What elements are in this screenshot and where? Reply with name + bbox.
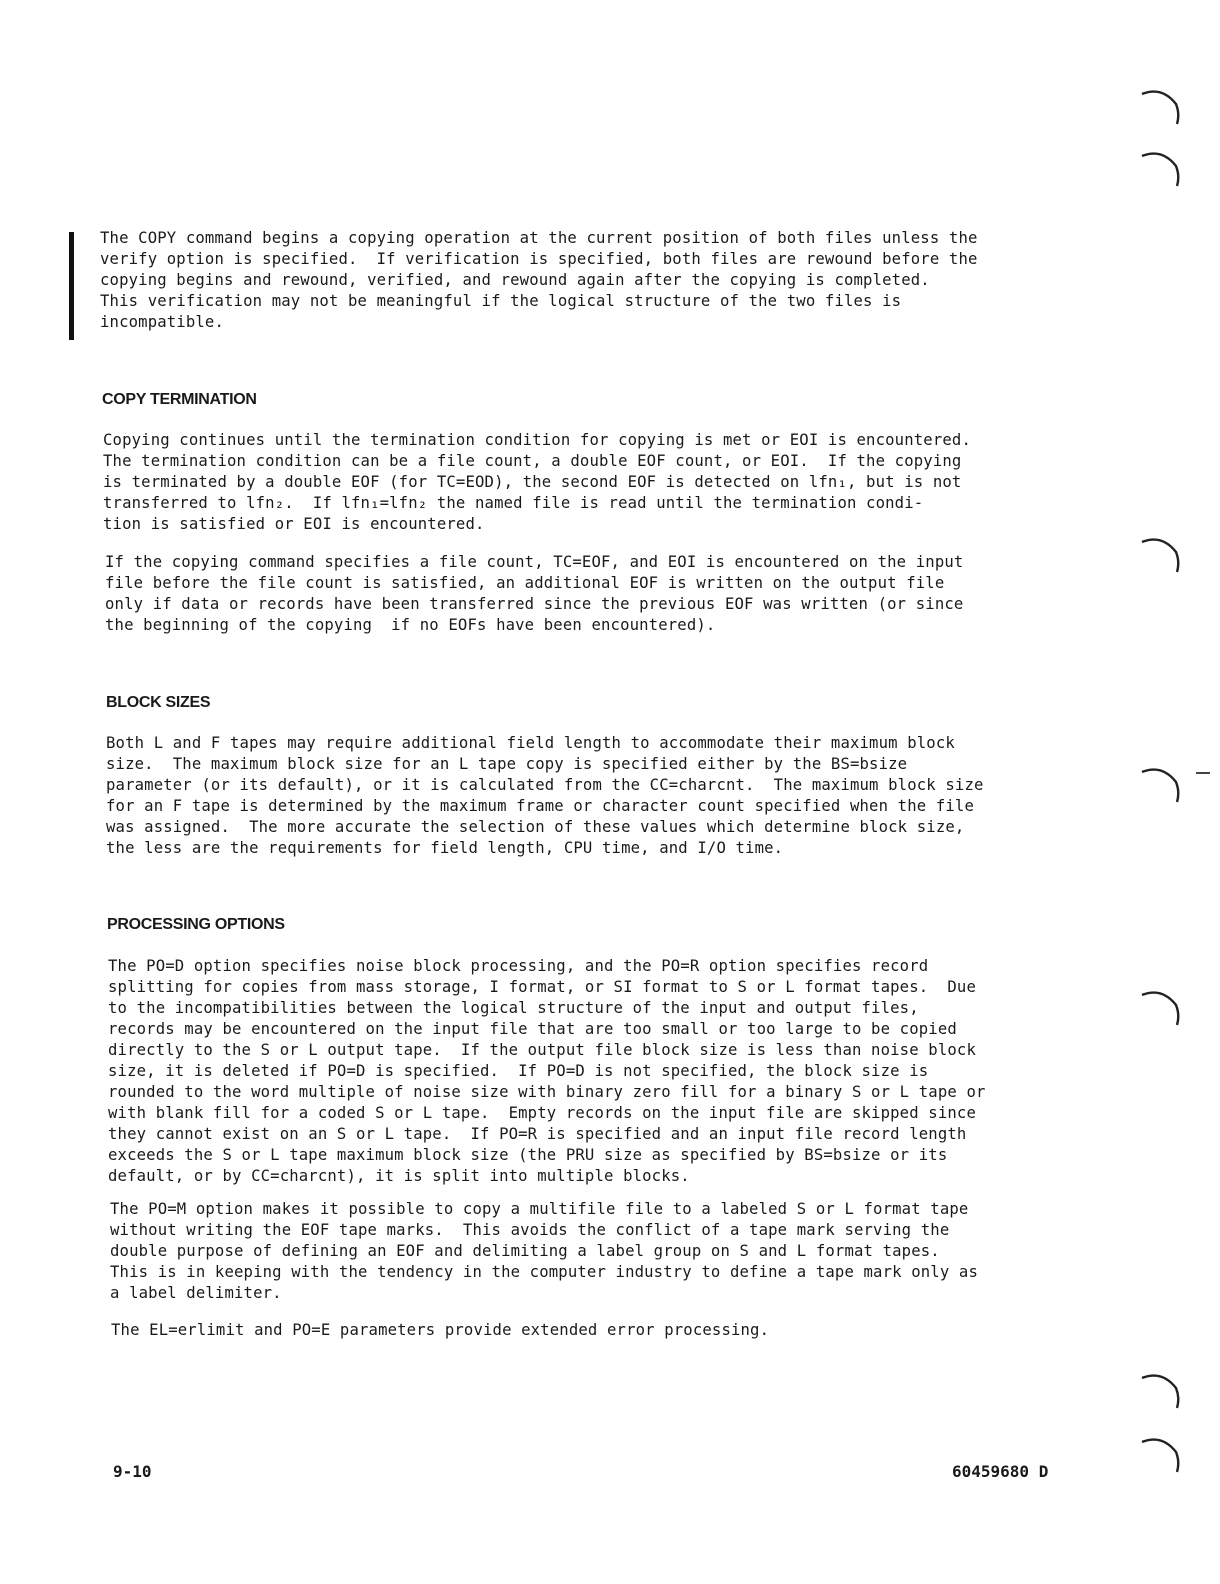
binder-hole-mark-icon bbox=[1140, 1432, 1180, 1476]
binder-hole-mark-icon bbox=[1140, 146, 1180, 190]
text-line: The PO=D option specifies noise block processing, and the PO=R option specifies record bbox=[108, 957, 929, 975]
text-line: to the incompatibilities between the logical structure of the input and output files, bbox=[108, 999, 919, 1017]
copy-termination-paragraph-1 bbox=[103, 430, 1043, 535]
text-line: This is in keeping with the tendency in the computer industry to define a tape mark only as bbox=[110, 1263, 978, 1281]
text-line: default, or by CC=charcnt), it is split into multiple blocks. bbox=[108, 1167, 690, 1185]
text-line: directly to the S or L output tape. If the output file block size is less than noise block bbox=[108, 1041, 976, 1059]
text-line: Copying continues until the termination condition for copying is met or EOI is encountered. bbox=[103, 431, 971, 449]
text-line: without writing the EOF tape marks. This avoids the conflict of a tape mark serving the bbox=[110, 1221, 950, 1239]
text-line: records may be encountered on the input file that are too small or too large to be copied bbox=[108, 1020, 957, 1038]
block-sizes-paragraph bbox=[106, 733, 1046, 859]
text-line: the beginning of the copying if no EOFs have been encountered). bbox=[105, 616, 716, 634]
copy-termination-paragraph-2 bbox=[105, 552, 1045, 636]
text-line: The COPY command begins a copying operation at the current position of both files unless the bbox=[100, 229, 978, 247]
text-line: The EL=erlimit and PO=E parameters provide extended error processing. bbox=[111, 1321, 770, 1339]
text-line: The termination condition can be a file count, a double EOF count, or EOI. If the copying bbox=[103, 452, 962, 470]
text-line: is terminated by a double EOF (for TC=EOD), the second EOF is detected on lfn₁, but is not bbox=[103, 473, 962, 491]
document-number: 60459680 D bbox=[952, 1462, 1049, 1481]
text-line: incompatible. bbox=[100, 313, 224, 331]
text-line: rounded to the word multiple of noise size with binary zero fill for a binary S or L tape or bbox=[108, 1083, 986, 1101]
text-line: size, it is deleted if PO=D is specified. If PO=D is not specified, the block size is bbox=[108, 1062, 929, 1080]
text-line: If the copying command specifies a file count, TC=EOF, and EOI is encountered on the input bbox=[105, 553, 964, 571]
text-line: copying begins and rewound, verified, and rewound again after the copying is completed. bbox=[100, 271, 930, 289]
section-heading-processing-options: PROCESSING OPTIONS bbox=[107, 916, 285, 933]
text-line: a label delimiter. bbox=[110, 1284, 282, 1302]
text-line: was assigned. The more accurate the selection of these values which determine block size, bbox=[106, 818, 965, 836]
text-line: tion is satisfied or EOI is encountered. bbox=[103, 515, 485, 533]
binder-hole-mark-icon bbox=[1140, 1368, 1180, 1412]
text-line: parameter (or its default), or it is calculated from the CC=charcnt. The maximum block size bbox=[106, 776, 984, 794]
section-heading-block-sizes: BLOCK SIZES bbox=[106, 694, 211, 711]
binder-hole-mark-icon bbox=[1140, 84, 1180, 128]
binder-hole-mark-icon bbox=[1140, 762, 1180, 806]
text-line: with blank fill for a coded S or L tape. Empty records on the input file are skipped since bbox=[108, 1104, 976, 1122]
text-line: the less are the requirements for field length, CPU time, and I/O time. bbox=[106, 839, 784, 857]
text-line: double purpose of defining an EOF and delimiting a label group on S and L format tapes. bbox=[110, 1242, 940, 1260]
intro-paragraph bbox=[100, 228, 1040, 333]
processing-options-paragraph-1 bbox=[108, 956, 1048, 1187]
binder-hole-mark-icon bbox=[1140, 532, 1180, 576]
binder-hole-mark-icon bbox=[1140, 985, 1180, 1029]
revision-change-bar bbox=[69, 232, 74, 340]
text-line: size. The maximum block size for an L tape copy is specified either by the BS=bsize bbox=[106, 755, 908, 773]
processing-options-paragraph-2 bbox=[110, 1199, 1050, 1304]
text-line: transferred to lfn₂. If lfn₁=lfn₂ the named file is read until the termination condi- bbox=[103, 494, 924, 512]
text-line: verify option is specified. If verification is specified, both files are rewound before the bbox=[100, 250, 978, 268]
text-line: The PO=M option makes it possible to copy a multifile file to a labeled S or L format tape bbox=[110, 1200, 969, 1218]
text-line: exceeds the S or L tape maximum block size (the PRU size as specified by BS=bsize or its bbox=[108, 1146, 948, 1164]
text-line: This verification may not be meaningful if the logical structure of the two files is bbox=[100, 292, 902, 310]
text-line: only if data or records have been transferred since the previous EOF was written (or since bbox=[105, 595, 964, 613]
text-line: they cannot exist on an S or L tape. If PO=R is specified and an input file record length bbox=[108, 1125, 967, 1143]
processing-options-paragraph-3 bbox=[111, 1320, 1051, 1341]
text-line: splitting for copies from mass storage, I format, or SI format to S or L format tapes. Due bbox=[108, 978, 976, 996]
text-line: for an F tape is determined by the maximum frame or character count specified when the file bbox=[106, 797, 974, 815]
margin-tick-mark bbox=[1196, 772, 1210, 774]
text-line: file before the file count is satisfied, an additional EOF is written on the output file bbox=[105, 574, 945, 592]
page-number: 9-10 bbox=[113, 1462, 152, 1481]
text-line: Both L and F tapes may require additional field length to accommodate their maximum block bbox=[106, 734, 955, 752]
section-heading-copy-termination: COPY TERMINATION bbox=[102, 391, 257, 408]
